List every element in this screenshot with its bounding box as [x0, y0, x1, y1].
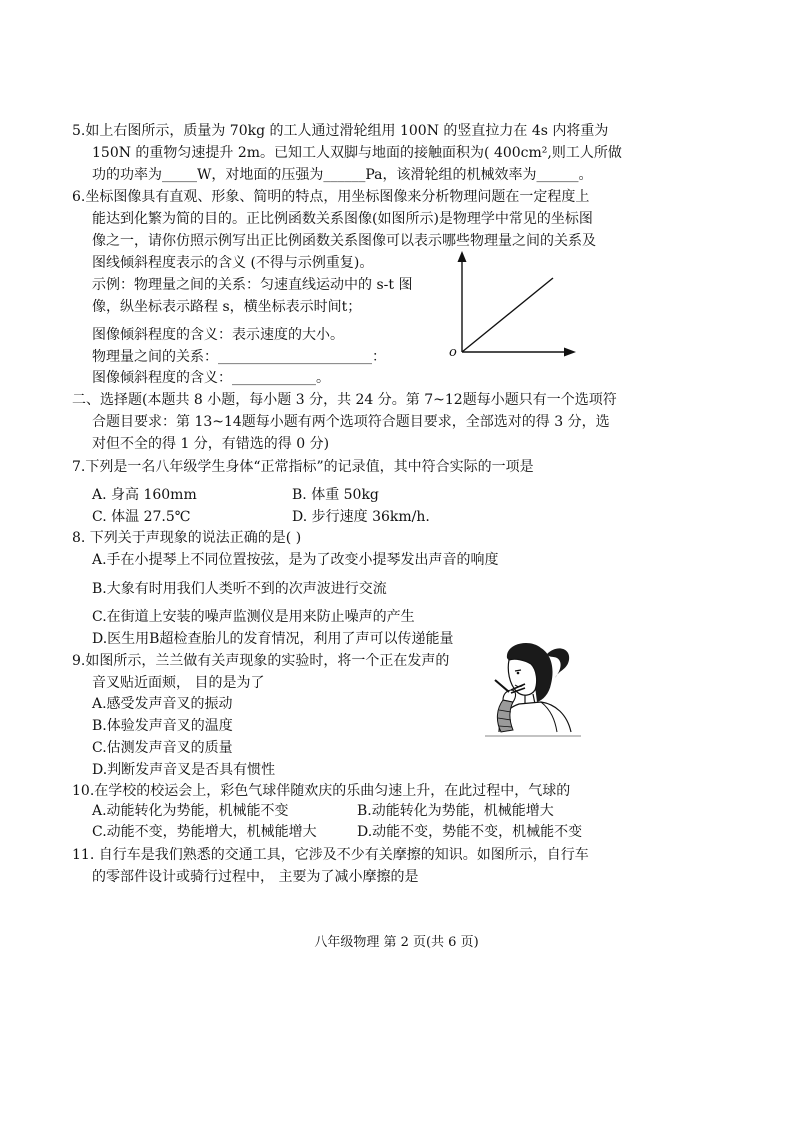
x-axis-arrow	[564, 348, 576, 357]
q10-option-d: D.动能不变，势能不变，机械能不变	[357, 824, 583, 840]
q7-option-c: C. 体温 27.5℃	[92, 509, 191, 525]
q6-line-2: 能达到化繁为简的目的。正比例函数关系图像(如图所示)是物理学中常见的坐标图	[92, 211, 593, 227]
q10-option-a: A.动能转化为势能，机械能不变	[92, 803, 289, 819]
q8-option-d: D.医生用B超检查胎儿的发育情况，利用了声可以传递能量	[92, 631, 454, 647]
q10-stem: 10.在学校的校运会上，彩色气球伴随欢庆的乐曲匀速上升，在此过程中，气球的	[72, 783, 571, 799]
proportional-graph-figure	[440, 248, 585, 366]
origin-label: o	[449, 345, 457, 360]
q9-option-a: A.感受发声音叉的振动	[92, 696, 233, 712]
q5-line-1: 5.如上右图所示，质量为 70kg 的工人通过滑轮组用 100N 的竖直拉力在 4s 内将重为	[72, 123, 609, 139]
section2-line-1: 二、选择题(本题共 8 小题，每小题 3 分，共 24 分。第 7~12题每小题只有一个选项符	[72, 392, 617, 408]
q9-line-2: 音叉贴近面颊， 目的是为了	[92, 675, 265, 691]
q10-option-c: C.动能不变，势能增大，机械能增大	[92, 824, 317, 840]
q6-example-line-2: 像，纵坐标表示路程 s，横坐标表示时间t；	[92, 299, 362, 315]
q7-option-b: B. 体重 50kg	[292, 487, 379, 503]
section2-line-3: 对但不全的得 1 分，有错选的得 0 分)	[92, 436, 330, 452]
q7-option-a: A. 身高 160mm	[92, 487, 197, 503]
q7-stem: 7.下列是一名八年级学生身体“正常指标”的记录值，其中符合实际的一项是	[72, 459, 534, 475]
q9-line-1: 9.如图所示，兰兰做有关声现象的实验时，将一个正在发声的	[72, 653, 450, 669]
y-axis-arrow	[458, 251, 467, 262]
q6-line-3: 像之一，请你仿照示例写出正比例函数关系图像可以表示哪些物理量之间的关系及	[92, 233, 596, 249]
q10-option-b: B.动能转化为势能，机械能增大	[357, 803, 554, 819]
q11-line-1: 11. 自行车是我们熟悉的交通工具，它涉及不少有关摩擦的知识。如图所示，自行车	[72, 847, 589, 863]
q6-example-line-1: 示例：物理量之间的关系：匀速直线运动中的 s-t 图	[92, 277, 413, 293]
q6-answer-relation: 物理量之间的关系：______________________：	[92, 349, 386, 365]
q7-option-d: D. 步行速度 36km/h.	[292, 509, 430, 525]
girl-tuning-fork-illustration	[485, 640, 585, 738]
q9-option-d: D.判断发声音叉是否具有惯性	[92, 762, 276, 778]
q8-option-b: B.大象有时用我们人类听不到的次声波进行交流	[92, 581, 387, 597]
q9-option-b: B.体验发声音叉的温度	[92, 718, 233, 734]
q6-line-4: 图线倾斜程度表示的含义 (不得与示例重复)。	[92, 255, 374, 271]
section2-line-2: 合题目要求：第 13~14题每小题有两个选项符合题目要求，全部选对的得 3 分，选	[92, 414, 610, 430]
proportional-line	[462, 278, 553, 352]
q8-option-c: C.在街道上安装的噪声监测仪是用来防止噪声的产生	[92, 609, 415, 625]
q11-line-2: 的零部件设计或骑行过程中， 主要为了减小摩擦的是	[92, 869, 419, 885]
q6-line-1: 6.坐标图像具有直观、形象、简明的特点，用坐标图像来分析物理问题在一定程度上	[72, 189, 590, 205]
q8-stem: 8. 下列关于声现象的说法正确的是( )	[72, 530, 302, 546]
q5-line-2: 150N 的重物匀速提升 2m。已知工人双脚与地面的接触面积为( 400cm²,则工人所做	[92, 145, 622, 161]
q6-answer-slope: 图像倾斜程度的含义：____________。	[92, 370, 330, 386]
q9-option-c: C.估测发声音叉的质量	[92, 740, 233, 756]
page-footer: 八年级物理 第 2 页(共 6 页)	[314, 935, 479, 950]
q6-example-line-3: 图像倾斜程度的含义：表示速度的大小。	[92, 327, 344, 343]
q5-line-3: 功的功率为_____W，对地面的压强为______Pa，该滑轮组的机械效率为______。	[92, 167, 593, 183]
q8-option-a: A.手在小提琴上不同位置按弦，是为了改变小提琴发出声音的响度	[92, 552, 499, 568]
